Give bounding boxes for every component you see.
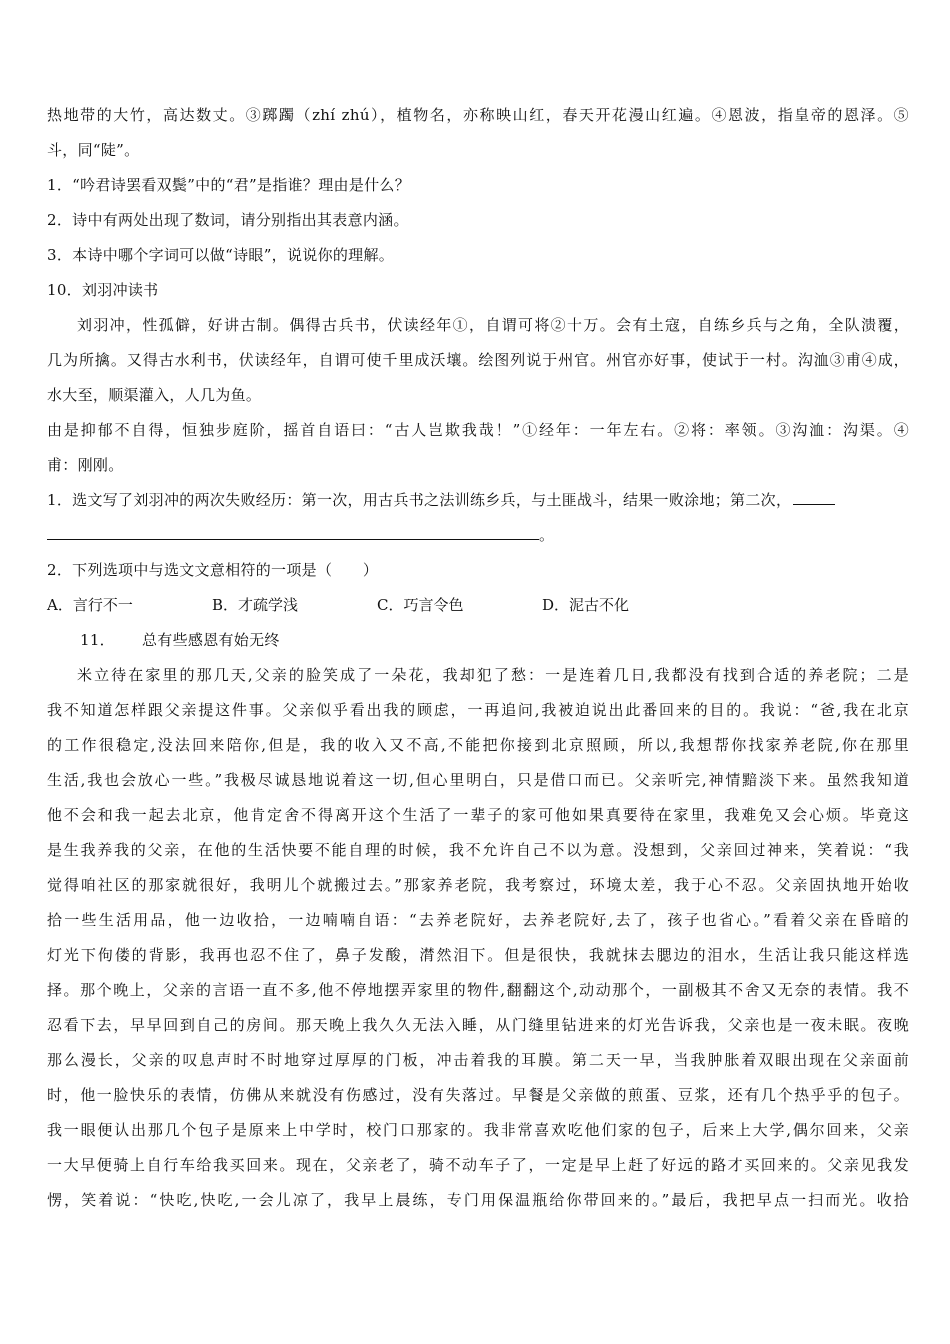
option-b: B．才疏学浅 [212,596,299,614]
question-11-title [47,623,909,658]
option-d: D．泥古不化 [542,596,630,614]
question-9-1: 1．“吟君诗罢看双鬓”中的“君”是指谁？理由是什么？ [47,176,411,194]
story-line: 忍看下去，早早回到自己的房间。那天晚上我久久无法入睡，从门缝里钻进来的灯光告诉我，父亲也是一夜未眠。夜晚 [47,1016,909,1034]
story-line: 是生我养我的父亲，在他的生活快要不能自理的时候，我不允许自己不以为意。没想到，父亲回过神来，笑着说：“我 [47,841,909,859]
passage-10-line: 由是抑郁不自得，恒独步庭阶，摇首自语曰：“古人岂欺我哉！”①经年：一年左右。②将：率领。③沟洫：沟渠。④ [47,421,909,439]
passage-10-line: 水大至，顺渠灌入，人几为鱼。 [47,386,262,404]
story-line: 那么漫长，父亲的叹息声时不时地穿过厚厚的门板，冲击着我的耳膜。第二天一早，当我肿胀着双眼出现在父亲面前 [47,1051,909,1069]
story-line: 拾一些生活用品，他一边收拾，一边喃喃自语：“去养老院好，去养老院好,去了，孩子也省心。”看着父亲在昏暗的 [47,911,909,929]
question-10-2-options [47,588,909,623]
story-line: 觉得咱社区的那家就很好，我明儿个就搬过去。”那家养老院，我考察过，环境太差，我于心不忍。父亲固执地开始收 [47,876,909,894]
question-10-1 [47,483,909,518]
passage-10-line: 几为所擒。又得古水利书，伏读经年，自谓可使千里成沃壤。绘图列说于州官。州官亦好事，使试于一村。沟洫③甫④成， [47,351,909,369]
question-11-number: 11． [80,631,115,649]
question-9-3: 3．本诗中哪个字词可以做“诗眼”，说说你的理解。 [47,246,395,264]
answer-blank-long [47,519,539,540]
answer-blank [793,490,835,505]
question-10-2: 2．下列选项中与选文文意相符的一项是（ ） [47,561,379,579]
story-line: 米立待在家里的那几天,父亲的脸笑成了一朵花，我却犯了愁：一是连着几日,我都没有找到合适的养老院；二是 [77,666,909,684]
option-c: C．巧言令色 [377,596,464,614]
story-line: 生活,我也会放心一些。”我极尽诚恳地说着这一切,但心里明白，只是借口而已。父亲听完,神情黯淡下来。虽然我知道 [47,771,909,789]
story-line: 我不知道怎样跟父亲提这件事。父亲似乎看出我的顾虑，一再追问,我被迫说出此番回来的目的。我说：“爸,我在北京 [47,701,909,719]
answer-line-end: 。 [539,526,555,544]
option-a: A．言行不一 [47,596,133,614]
passage-10-line: 甫：刚刚。 [47,456,124,474]
story-line: 的工作很稳定,没法回来陪你,但是，我的收入又不高,不能把你接到北京照顾，所以,我想帮你找家养老院,你在那里 [47,736,909,754]
story-line: 时，他一脸快乐的表情，仿佛从来就没有伤感过，没有失落过。早餐是父亲做的煎蛋、豆浆，还有几个热乎乎的包子。 [47,1086,909,1104]
answer-line [47,518,909,553]
footnote-line: 热地带的大竹，高达数丈。③踯躅（zhí zhú），植物名，亦称映山红，春天开花漫山红遍。④恩波，指皇帝的恩泽。⑤ [47,106,909,124]
story-line: 他不会和我一起去北京，他肯定舍不得离开这个生活了一辈子的家可他如果真要待在家里，我难免又会心烦。毕竟这 [47,806,909,824]
question-11-heading: 总有些感恩有始无终 [142,631,280,649]
passage-10-line: 刘羽冲，性孤僻，好讲古制。偶得古兵书，伏读经年①，自谓可将②十万。会有土寇，自练乡兵与之角，全队溃覆， [77,316,909,334]
story-line: 一大早便骑上自行车给我买回来。现在，父亲老了，骑不动车子了，一定是早上赶了好远的路才买回来的。父亲见我发 [47,1156,909,1174]
story-line: 我一眼便认出那几个包子是原来上中学时，校门口那家的。我非常喜欢吃他们家的包子，后来上大学,偶尔回来，父亲 [47,1121,909,1139]
footnote-line: 斗，同“陡”。 [47,141,140,159]
question-10-1-text: 1．选文写了刘羽冲的两次失败经历：第一次，用古兵书之法训练乡兵，与土匪战斗，结果一败涂地；第二次， [47,491,792,509]
question-9-2: 2．诗中有两处出现了数词，请分别指出其表意内涵。 [47,211,409,229]
story-line: 愣，笑着说：“快吃,快吃,一会儿凉了，我早上晨练，专门用保温瓶给你带回来的。”最后，我把早点一扫而光。收拾 [47,1191,909,1209]
story-line: 择。那个晚上，父亲的言语一直不多,他不停地摆弄家里的物件,翻翻这个,动动那个，一副极其不舍又无奈的表情。我不 [47,981,909,999]
document-page [47,98,909,1218]
question-10-title: 10．刘羽冲读书 [47,281,159,299]
story-line: 灯光下佝偻的背影，我再也忍不住了，鼻子发酸，潸然泪下。但是很快，我就抹去腮边的泪水，生活让我只能这样选 [47,946,909,964]
